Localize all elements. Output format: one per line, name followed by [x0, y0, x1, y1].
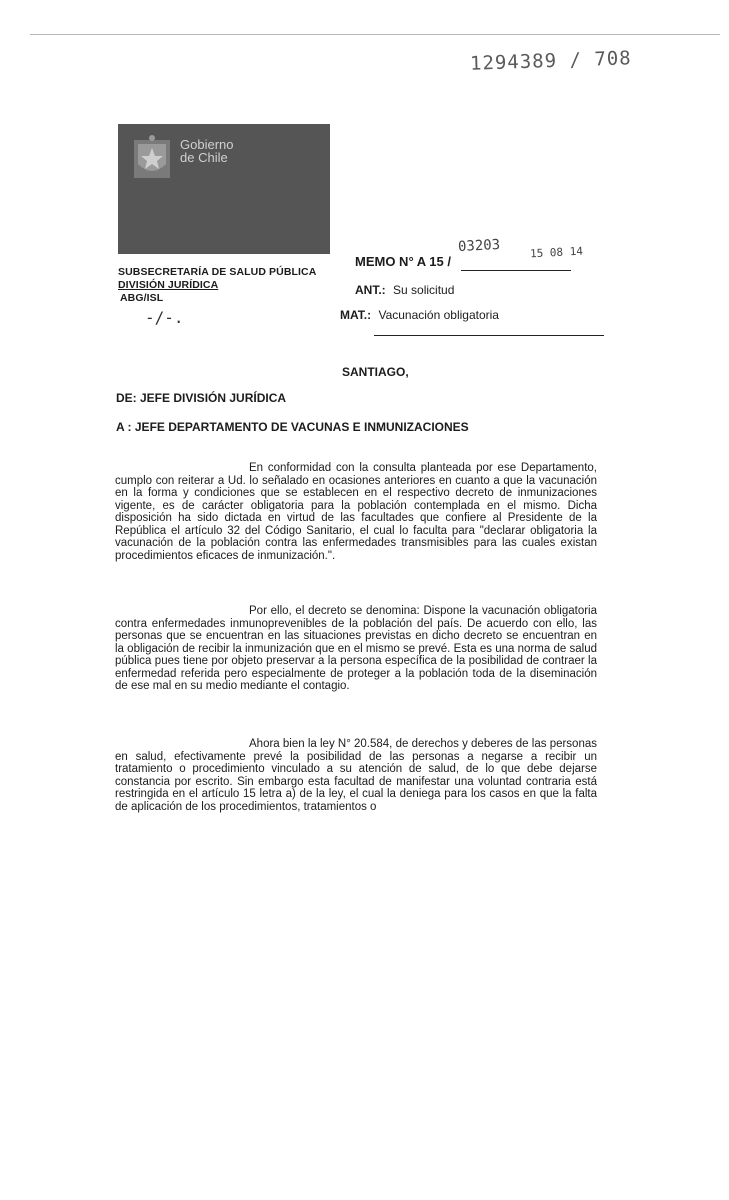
mat-value: Vacunación obligatoria: [378, 308, 499, 322]
paragraph-3: [115, 738, 597, 813]
paragraph-2: [115, 605, 597, 693]
mat-label: MAT.:: [340, 308, 372, 322]
paragraph-2-text: Por ello, el decreto se denomina: Dispone la vacunación obligatoria contra enfermedades inmunoprevenibles de la población del país. De acuerdo con ello, las personas que se encuentran en las situaciones previstas en dicho decreto se encuentran en la obligación de recibir la inmunización que en el mismo se prevé. Esta es una norma de salud pública pues tiene por objeto preservar a la persona específica de la posibilidad de contraer la enfermedad referida pero especialmente de proteger a la población toda de la diseminación de ese mal en su medio mediante el contagio.: [115, 605, 597, 692]
handwritten-mark: -/-.: [145, 308, 184, 327]
department-line-1: SUBSECRETARÍA DE SALUD PÚBLICA: [118, 266, 317, 278]
to-line: A : JEFE DEPARTAMENTO DE VACUNAS E INMUNIZACIONES: [116, 420, 469, 434]
ant-value: Su solicitud: [393, 283, 455, 297]
mat-underline: [374, 335, 604, 336]
top-scan-line: [30, 34, 720, 35]
coat-of-arms-icon: [130, 134, 174, 184]
memo-number-line: [461, 270, 571, 271]
ant-field: [355, 283, 454, 297]
government-logo: [118, 124, 330, 254]
handwritten-memo-number: 03203: [457, 236, 501, 256]
logo-line-2: de Chile: [180, 150, 228, 165]
handwritten-reference: 1294389 / 708: [469, 47, 633, 75]
department-line-3: ABG/ISL: [120, 292, 164, 304]
ant-label: ANT.:: [355, 283, 386, 297]
department-line-2: DIVISIÓN JURÍDICA: [118, 279, 219, 291]
paragraph-1-text: En conformidad con la consulta planteada por ese Departamento, cumplo con reiterar a Ud. lo señalado en ocasiones anteriores en cuanto a que la vacunación en la forma y condiciones que se establecen en el respectivo decreto de inmunizaciones vigente, es de carácter obligatoria para la población contemplada en el mismo. Dicha disposición ha sido dictada en virtud de las facultades que confiere al Presidente de la República el artículo 32 del Código Sanitario, el cual lo faculta para "declarar obligatoria la vacunación de la población contra las enfermedades transmisibles para las cuales existan procedimientos eficaces de inmunización.".: [115, 462, 597, 562]
memo-label: MEMO N° A 15 /: [355, 254, 451, 269]
logo-wordmark: [180, 138, 300, 164]
mat-field: [340, 308, 499, 322]
place-line: SANTIAGO,: [342, 365, 409, 379]
logo-line-1: Gobierno: [180, 137, 234, 152]
from-line: DE: JEFE DIVISIÓN JURÍDICA: [116, 391, 287, 405]
handwritten-memo-date: 15 08 14: [529, 244, 584, 261]
paragraph-1: [115, 462, 597, 562]
paragraph-3-text: Ahora bien la ley N° 20.584, de derechos y deberes de las personas en salud, efectivamente prevé la posibilidad de las personas a negarse a recibir un tratamiento o procedimiento vinculado a su atención de salud, de lo que debe dejarse constancia por escrito. Sin embargo esta facultad de manifestar una voluntad contraria está restringida en el artículo 15 letra a) de la ley, el cual la deniega para los casos en que la falta de aplicación de los procedimientos, tratamientos o: [115, 738, 597, 813]
